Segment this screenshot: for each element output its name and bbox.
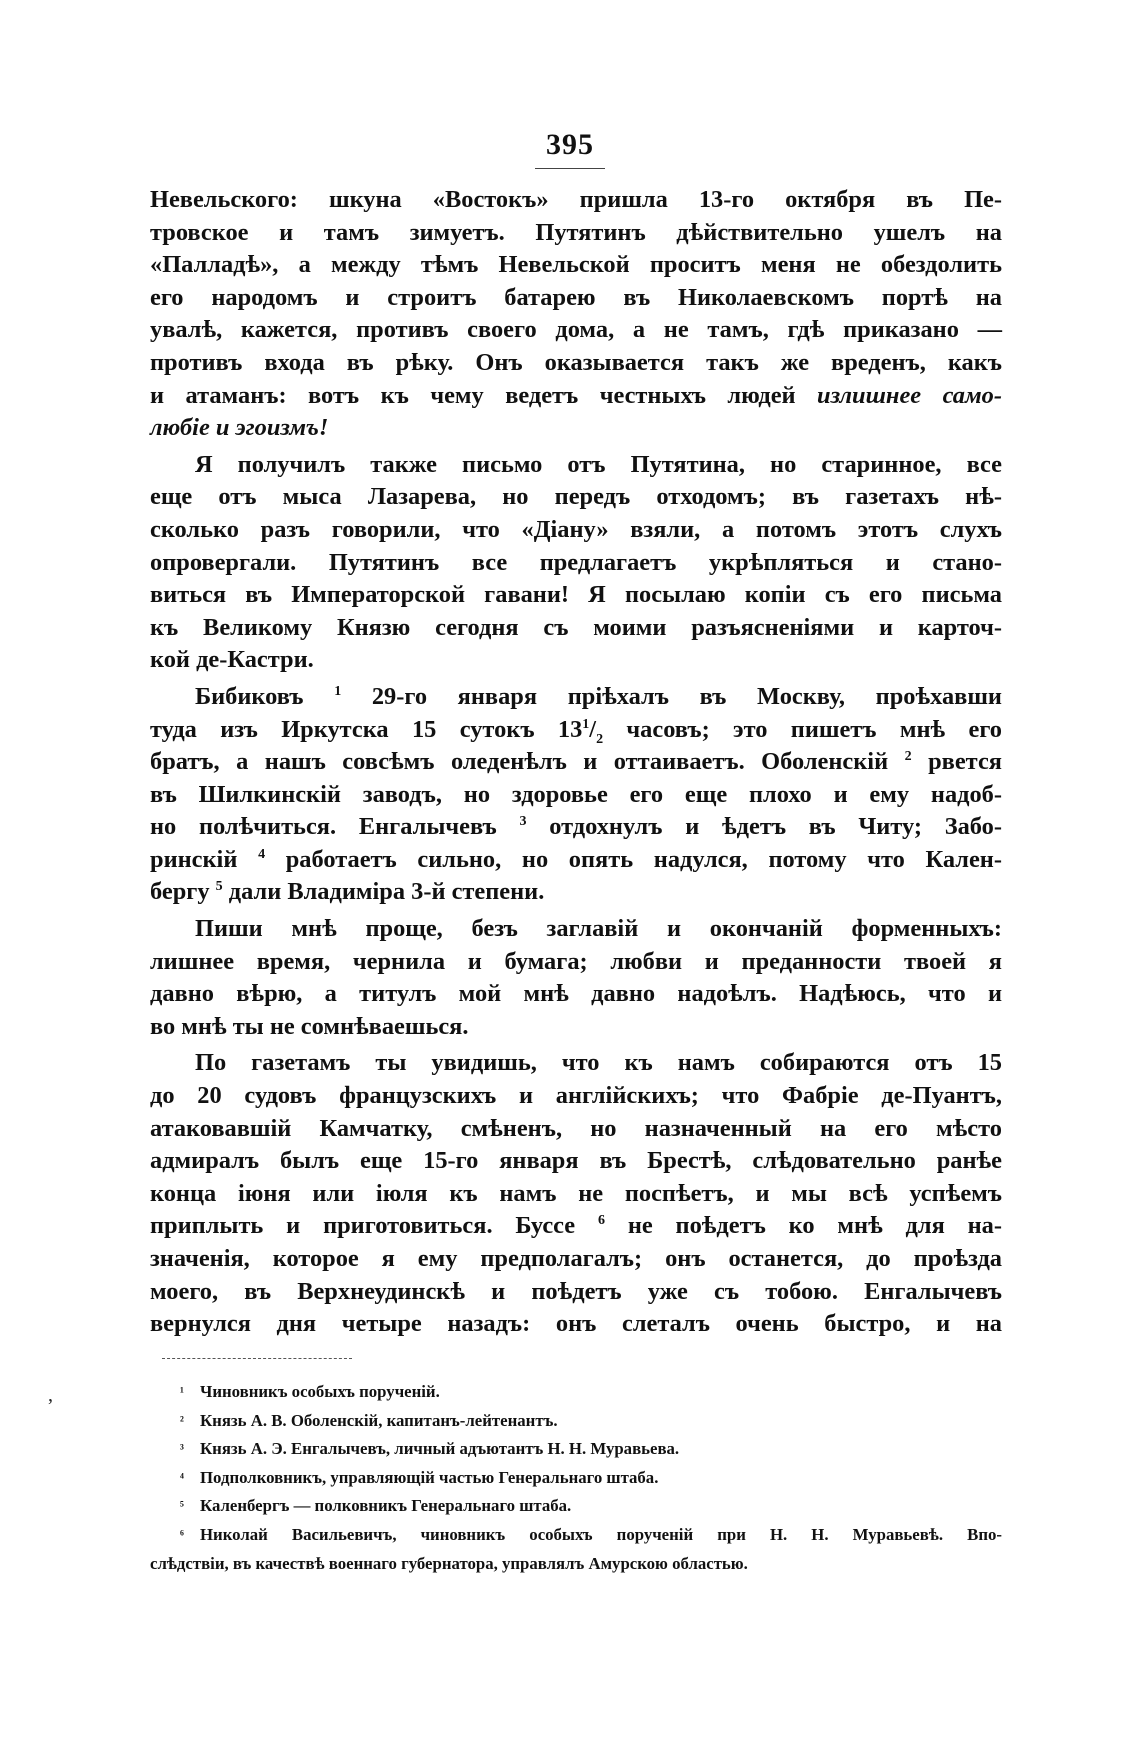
paragraph	[150, 184, 1002, 445]
footnote-text: Подполковникъ, управляющій частью Генеральнаго штаба.	[200, 1467, 659, 1487]
footnote	[150, 1407, 1002, 1436]
text-line: любіе и эгоизмъ!	[150, 414, 329, 442]
text-line: адмиралъ былъ еще 15-го января въ Брестѣ, слѣдовательно ранѣе	[150, 1147, 1002, 1175]
text-segment: часовъ; это пишетъ мнѣ его	[626, 715, 1002, 743]
text-segment: приплыть и приготовиться. Буссе	[150, 1212, 576, 1240]
text-line: конца іюня или іюля къ намъ не поспѣетъ, и мы всѣ успѣемъ	[150, 1179, 1002, 1207]
fraction-denominator: 2	[596, 731, 604, 747]
footnote	[150, 1464, 1002, 1493]
footnotes	[150, 1378, 1002, 1578]
text-segment: отдохнулъ и ѣдетъ въ Читу; Забо-	[549, 813, 1002, 841]
text-segment: братъ, а нашъ совсѣмъ оледенѣлъ и оттаиваетъ. Оболенскій	[150, 748, 889, 776]
text-line: вернулся дня четыре назадъ: онъ слеталъ очень быстро, и на	[150, 1310, 1002, 1338]
footnote-ref: 5	[215, 879, 223, 895]
paragraph	[150, 913, 1002, 1043]
page-number-rule	[535, 168, 605, 169]
text-segment: туда изъ Иркутска 15 сутокъ 13	[150, 715, 583, 743]
italic-segment: излишнее само-	[817, 381, 1002, 409]
text-segment: Бибиковъ	[195, 682, 304, 710]
text-line: значенія, которое я ему предполагалъ; онъ останется, до проѣзда	[150, 1245, 1002, 1272]
paragraph	[150, 1047, 1002, 1340]
footnote-text: Князь А. В. Оболенскій, капитанъ-лейтенантъ.	[200, 1410, 558, 1430]
footnote-mark: ³	[180, 1441, 184, 1457]
text-line: атаковавшій Камчатку, смѣненъ, но назначенный на его мѣсто	[150, 1114, 1002, 1142]
text-line: виться въ Императорской гавани! Я посылаю копіи съ его письма	[150, 581, 1002, 609]
text-line	[150, 1210, 1002, 1243]
text-line: до 20 судовъ французскихъ и англійскихъ; что Фабріе де-Пуантъ,	[150, 1082, 1002, 1110]
paragraph	[150, 681, 1002, 909]
text-segment: ринскій	[150, 845, 238, 873]
text-line	[150, 681, 1002, 714]
footnote-ref: 6	[597, 1213, 605, 1229]
footnote-ref: 3	[519, 814, 527, 830]
text-segment: и атаманъ: вотъ къ чему ведетъ честныхъ людей	[150, 381, 818, 409]
footnote-mark: ⁶	[180, 1526, 184, 1542]
footnote	[150, 1521, 1002, 1550]
footnote-text: Каленбергъ — полковникъ Генеральнаго штаба.	[200, 1496, 572, 1516]
text-segment: не поѣдетъ ко мнѣ для на-	[627, 1212, 1002, 1240]
footnote-separator	[162, 1358, 352, 1359]
page-number: 395	[546, 128, 594, 161]
text-line: къ Великому Князю сегодня съ моими разъясненіями и карточ-	[150, 613, 1002, 641]
text-line: сколько разъ говорили, что «Діану» взяли, а потомъ этотъ слухъ	[150, 515, 1002, 543]
text-line: По газетамъ ты увидишь, что къ намъ собираются отъ 15	[195, 1049, 1002, 1077]
footnote	[150, 1492, 1002, 1521]
text-segment: рвется	[928, 748, 1002, 776]
footnote-text: слѣдствіи, въ качествѣ военнаго губернатора, управлялъ Амурскою областью.	[150, 1553, 748, 1573]
footnote-mark: ⁴	[180, 1469, 184, 1485]
text-line: въ Шилкинскій заводъ, но здоровье его еще плохо и ему надоб-	[150, 780, 1002, 808]
text-line	[150, 811, 1002, 844]
text-line: опровергали. Путятинъ все предлагаетъ укрѣпляться и стано-	[150, 548, 1002, 576]
footnote-ref: 2	[904, 748, 912, 764]
text-line: туда изъ Иркутска 15 сутокъ $13^1/_2$ часовъ; это пишетъ мнѣ его	[150, 715, 1002, 747]
footnote-text: Чиновникъ особыхъ порученій.	[200, 1382, 440, 1401]
text-line	[150, 380, 1002, 413]
text-line: Я получилъ также письмо отъ Путятина, но старинное, все	[195, 450, 1002, 478]
text-segment: 29-го января пріѣхалъ въ Москву, проѣхавши	[371, 682, 1002, 710]
text-line: противъ входа въ рѣку. Онъ оказывается такъ же вреденъ, какъ	[150, 348, 1002, 376]
text-line	[150, 844, 1002, 877]
text-line: «Палладѣ», а между тѣмъ Невельской проситъ меня не обездолить	[150, 251, 1002, 279]
footnote	[150, 1435, 1002, 1464]
text-segment: бергу	[150, 878, 210, 906]
text-line	[150, 876, 1002, 909]
margin-tick-mark: ,	[48, 1384, 53, 1406]
paragraph	[150, 449, 1002, 677]
text-line: давно вѣрю, а титулъ мой мнѣ давно надоѣлъ. Надѣюсь, что и	[150, 980, 1002, 1008]
text-line: еще отъ мыса Лазарева, но передъ отходомъ; въ газетахъ нѣ-	[150, 483, 1002, 511]
text-line: лишнее время, чернила и бумага; любви и преданности твоей я	[150, 947, 1002, 975]
footnote-text: Николай Васильевичъ, чиновникъ особыхъ порученій при Н. Н. Муравьевѣ. Впо-	[200, 1524, 1002, 1544]
footnote	[150, 1378, 1002, 1407]
footnote-ref: 1	[334, 683, 342, 699]
body-text	[150, 184, 1002, 1341]
text-segment: но полѣчиться. Енгалычевъ	[150, 813, 497, 841]
text-line: во мнѣ ты не сомнѣваешься.	[150, 1012, 469, 1040]
text-line: увалѣ, кажется, противъ своего дома, а не тамъ, гдѣ приказано —	[150, 316, 1002, 344]
fraction-numerator: 1	[582, 716, 590, 732]
text-line: моего, въ Верхнеудинскѣ и поѣдетъ уже съ тобою. Енгалычевъ	[150, 1277, 1002, 1305]
footnote-mark: ⁵	[180, 1498, 184, 1514]
text-line	[150, 746, 1002, 779]
text-line: тровское и тамъ зимуетъ. Путятинъ дѣйствительно ушелъ на	[150, 218, 1002, 246]
footnote-mark: ²	[180, 1412, 184, 1428]
footnote-text: Князь А. Э. Енгалычевъ, личный адъютантъ Н. Н. Муравьева.	[200, 1439, 680, 1459]
text-line: кой де-Кастри.	[150, 646, 314, 674]
text-line: его народомъ и строитъ батарею въ Николаевскомъ портѣ на	[150, 283, 1002, 311]
text-segment: работаетъ сильно, но опять надулся, потому что Кален-	[285, 845, 1002, 873]
text-segment: дали Владиміра 3-й степени.	[228, 878, 545, 906]
footnote-mark: ¹	[180, 1384, 184, 1399]
text-line: Пиши мнѣ проще, безъ заглавій и окончаній форменныхъ:	[195, 915, 1002, 943]
text-line: Невельского: шкуна «Востокъ» пришла 13-го октября въ Пе-	[150, 186, 1002, 213]
footnote-ref: 4	[258, 846, 266, 862]
footnote-continuation	[150, 1550, 1002, 1579]
